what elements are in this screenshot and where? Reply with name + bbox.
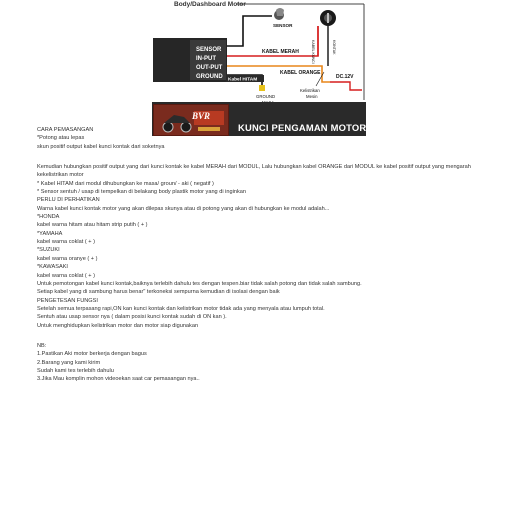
perlu-text: Warna kabel kunci kontak motor yang akan dilepas skunya atau di potong yang akan di hubungkan ke modul adalah... xyxy=(37,205,330,212)
yamaha-text: kabel warna coklat ( + ) xyxy=(37,239,95,246)
bullet-sensor: * Sensor sentuh / usap di tempelkan di belakang body plastik motor yang di inginkan xyxy=(37,189,246,196)
module-line-output: OUT-PUT xyxy=(196,65,223,71)
ground-connector xyxy=(259,85,265,91)
heading-pengetesan: PENGETESAN FUNGSI xyxy=(37,297,98,304)
module-line-ground: GROUND xyxy=(196,74,223,80)
instructions xyxy=(37,126,497,384)
kabel-hitam-label: Kabel HITAM xyxy=(228,77,258,83)
setiap-text: Setiap kabel yang di sambung harus benar" terkoneksi sempurna kemudian di isolasi dengan baik xyxy=(37,289,280,296)
nb-item-2: 2.Barang yang kami kirim xyxy=(37,359,101,366)
dc-label: DC.12V xyxy=(336,74,354,80)
nb-heading: NB: xyxy=(37,342,47,349)
hand-icon xyxy=(276,8,284,16)
mesin-label: Mesin xyxy=(306,94,318,99)
kabel-merah-label: KABEL MERAH xyxy=(262,49,299,55)
kelistrikan-label: Kelistrikan xyxy=(300,88,320,93)
suzuki-text: kabel warna oranye ( + ) xyxy=(37,255,98,262)
pengetesan-text: Setelah semua terpasang rapi,ON kan kunci kontak dan kelistrikan motor tidak ada yang menyala atau lumpuh total. xyxy=(37,305,325,312)
untuk-text: Untuk menghidupkan kelistrikan motor dan motor siap digunakan xyxy=(37,322,199,329)
pemotongan-text: Untuk pemotongan kabel kunci kontak,baiknya terlebih dahulu tes dengan tespen.biar tidak salah potong dan tidak salah sambung. xyxy=(37,280,362,287)
kawasaki-text: kabel warna coklat ( + ) xyxy=(37,272,95,279)
kabel-kunci-label: KABEL KUNCI xyxy=(311,40,315,64)
brand-suzuki: *SUZUKI xyxy=(37,247,60,254)
banner-title: KUNCI PENGAMAN MOTOR xyxy=(238,122,367,133)
brand-kawasaki: *KAWASAKI xyxy=(37,264,68,271)
para-hubungkan: Kemudian hubungkan positif output yang dari kunci kontak ke kabel MERAH dari MODUL, Lalu hubungkan kabel ORANGE dari MODUL ke kabel positif output yang mengarah kekelistrikan motor xyxy=(37,164,471,179)
kabel-orange-label: KABEL ORANGE xyxy=(280,70,321,76)
module-line-input: IN-PUT xyxy=(196,56,216,62)
module-line-sensor: SENSOR xyxy=(196,47,222,53)
diagram-header: Body/Dashboard Motor xyxy=(174,1,246,8)
ignition-key-slot xyxy=(327,13,329,23)
kontak-label: KONTAK xyxy=(332,40,336,55)
step-potong: *Potong atau lepas xyxy=(37,135,85,142)
step-skun: skun positif output kabel kunci kontak dari soketnya xyxy=(37,143,165,150)
dc-wire xyxy=(330,82,362,90)
sensor-wire xyxy=(227,16,272,46)
brand-logo: BVR xyxy=(192,111,211,121)
honda-text: kabel warna hitam atau hitam strip putih ( + ) xyxy=(37,222,148,229)
brand-yamaha: *YAMAHA xyxy=(37,230,63,237)
sensor-label: SENSOR xyxy=(273,23,293,28)
heading-perlu: PERLU DI PERHATIKAN xyxy=(37,197,100,204)
nb-item-3: 3.Jika Mau komplin mohon videoekan saat car pemasangan nya.. xyxy=(37,376,200,383)
brand-honda: *HONDA xyxy=(37,214,60,221)
bullet-hitam: * Kabel HITAM dari modul dihubungkan ke masa/ groun/ - aki ( negatif ) xyxy=(37,180,214,187)
heading-cara: CARA PEMASANGAN xyxy=(37,127,94,133)
nb-item-1: 1.Pastikan Aki motor berkerja dengan bagus xyxy=(37,351,147,358)
ground-label: GROUND xyxy=(256,94,276,99)
nb-item-2b: Sudah kami tes terlebih dahulu xyxy=(37,367,114,374)
sentuh-text: Sentuh atau usap sensor nya ( dalam posisi kunci kontak sudah di ON kan ). xyxy=(37,314,227,321)
